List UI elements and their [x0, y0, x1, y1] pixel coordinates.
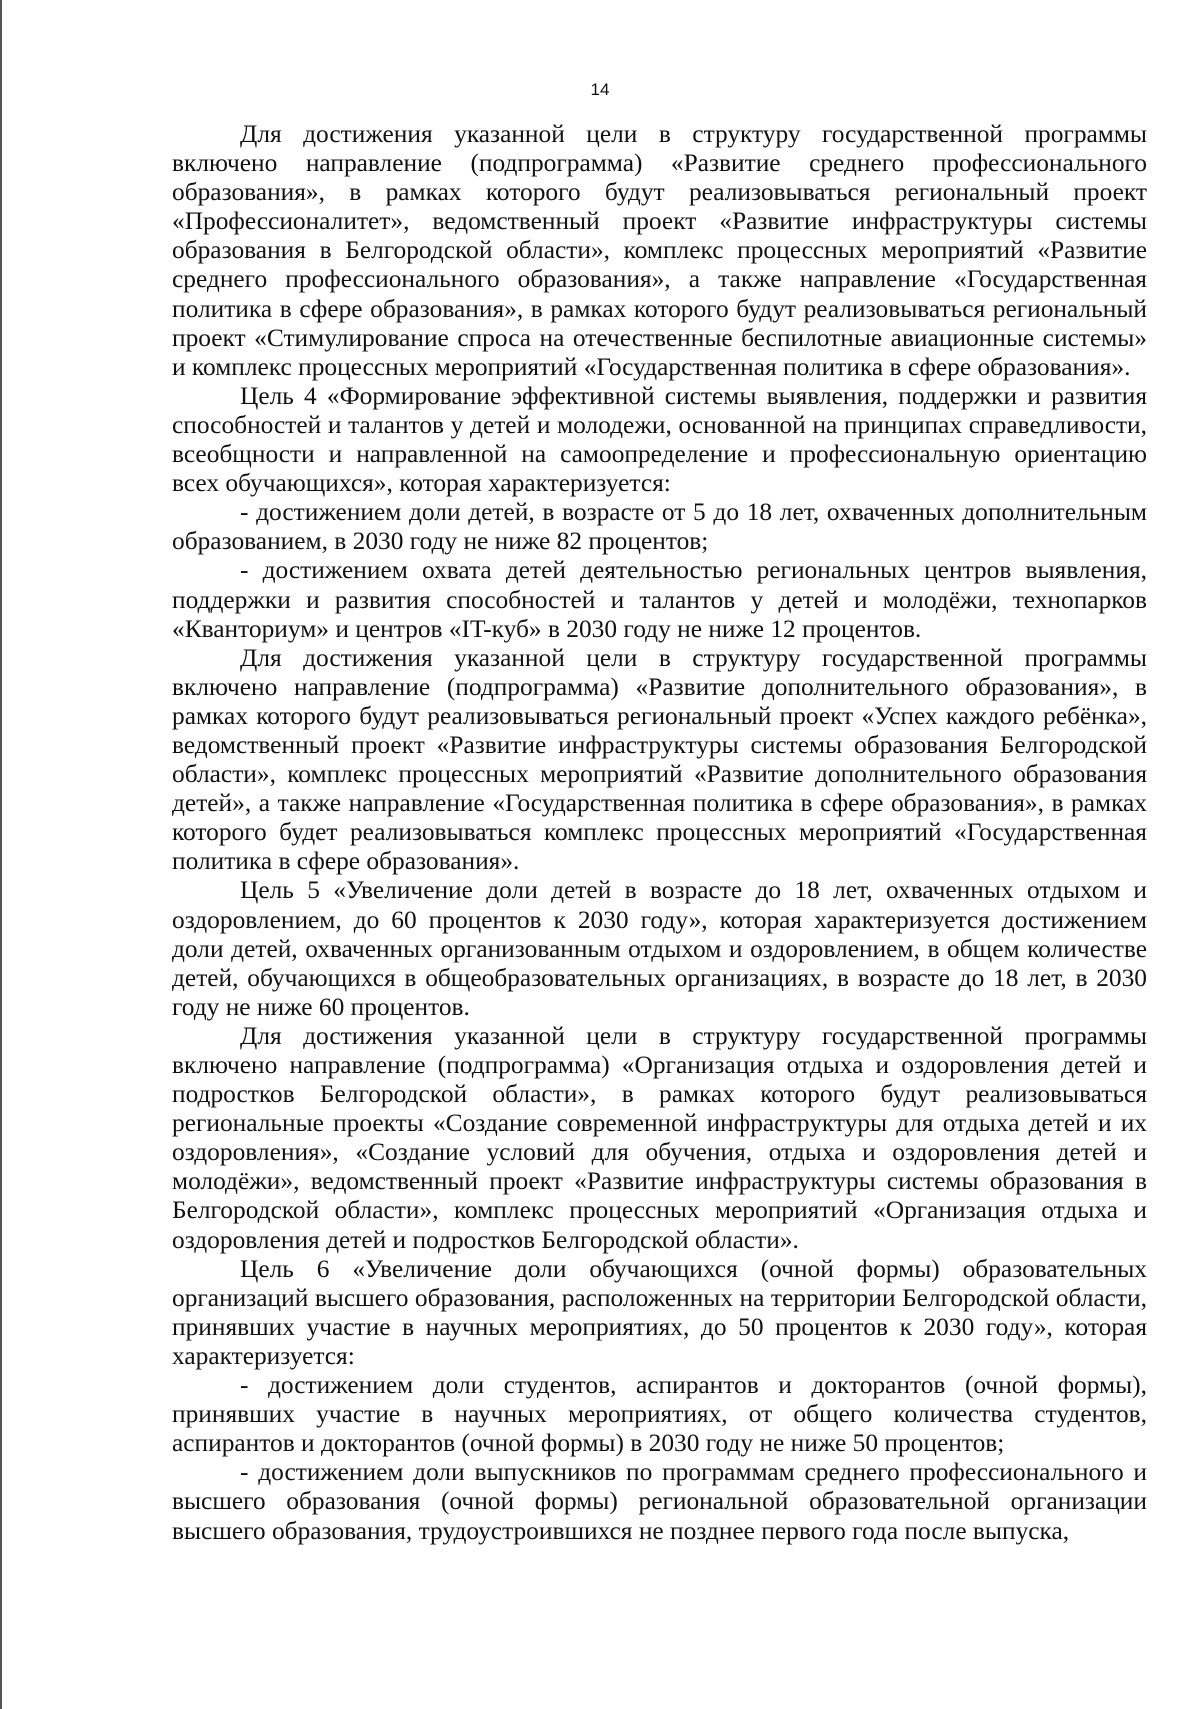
paragraph-goal4-implementation: Для достижения указанной цели в структуру государственной программы включено направление (подпрограмма) «Развитие дополнительного образования», в рамках которого будут реализовываться региональный проект «Успех каждого ребёнка», ведомственный проект «Развитие инфраструктуры системы образования Белгородской области», комплекс процессных мероприятий «Развитие дополнительного образования детей», а также направление «Государственная политика в сфере образования», в рамках которого будет реализовываться комплекс процессных мероприятий «Государственная политика в сфере образования».	[172, 643, 1147, 876]
paragraph-goal5: Цель 5 «Увеличение доли детей в возрасте до 18 лет, охваченных отдыхом и оздоровлением, до 60 процентов к 2030 году», которая характеризуется достижением доли детей, охваченных организованным отдыхом и оздоровлением, в общем количестве детей, обучающихся в общеобразовательных организациях, в возрасте до 18 лет, в 2030 году не ниже 60 процентов.	[172, 876, 1147, 1021]
paragraph-goal6: Цель 6 «Увеличение доли обучающихся (очной формы) образовательных организаций высшего образования, расположенных на территории Белгородской области, принявших участие в научных мероприятиях, до 50 процентов к 2030 году», которая характеризуется:	[172, 1254, 1147, 1370]
document-body	[172, 120, 1147, 1546]
page-number: 14	[590, 80, 610, 99]
paragraph-goal6-indicator-1: - достижением доли студентов, аспирантов и докторантов (очной формы), принявших участие в научных мероприятиях, от общего количества студентов, аспирантов и докторантов (очной формы) в 2030 году не ниже 50 процентов;	[172, 1371, 1147, 1458]
paragraph-goal5-implementation: Для достижения указанной цели в структуру государственной программы включено направление (подпрограмма) «Организация отдыха и оздоровления детей и подростков Белгородской области», в рамках которого будут реализовываться региональные проекты «Создание современной инфраструктуры для отдыха детей и их оздоровления», «Создание условий для обучения, отдыха и оздоровления детей и молодёжи», ведомственный проект «Развитие инфраструктуры системы образования в Белгородской области», комплекс процессных мероприятий «Организация отдыха и оздоровления детей и подростков Белгородской области».	[172, 1021, 1147, 1254]
paragraph-goal4-indicator-1: - достижением доли детей, в возрасте от 5 до 18 лет, охваченных дополнительным образованием, в 2030 году не ниже 82 процентов;	[172, 498, 1147, 556]
scan-edge-line	[0, 0, 2, 1709]
paragraph-goal4: Цель 4 «Формирование эффективной системы выявления, поддержки и развития способностей и талантов у детей и молодежи, основанной на принципах справедливости, всеобщности и направленной на самоопределение и профессиональную ориентацию всех обучающихся», которая характеризуется:	[172, 381, 1147, 498]
paragraph-goal4-indicator-2: - достижением охвата детей деятельностью региональных центров выявления, поддержки и развития способностей и талантов у детей и молодёжи, технопарков «Кванториум» и центров «IT-куб» в 2030 году не ниже 12 процентов.	[172, 556, 1147, 643]
paragraph-goal3-implementation: Для достижения указанной цели в структуру государственной программы включено направление (подпрограмма) «Развитие среднего профессионального образования», в рамках которого будут реализовываться региональный проект «Профессионалитет», ведомственный проект «Развитие инфраструктуры системы образования в Белгородской области», комплекс процессных мероприятий «Развитие среднего профессионального образования», а также направление «Государственная политика в сфере образования», в рамках которого будут реализовываться региональный проект «Стимулирование спроса на отечественные беспилотные авиационные системы» и комплекс процессных мероприятий «Государственная политика в сфере образования».	[172, 120, 1147, 381]
paragraph-goal6-indicator-2: - достижением доли выпускников по программам среднего профессионального и высшего образования (очной формы) региональной образовательной организации высшего образования, трудоустроившихся не позднее первого года после выпуска,	[172, 1458, 1147, 1545]
